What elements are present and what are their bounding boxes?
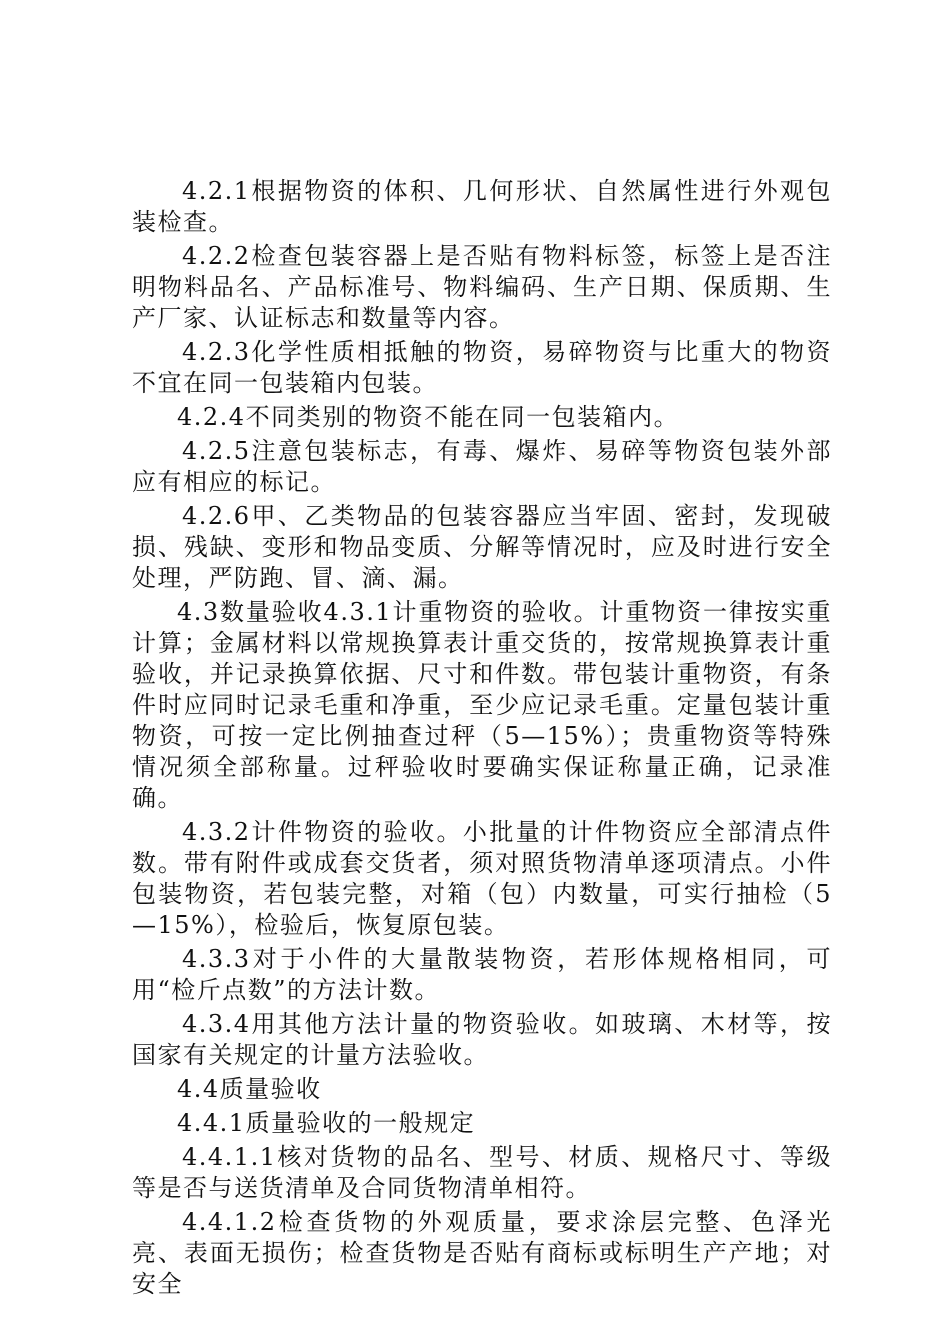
paragraph-4-2-2: 4.2.2检查包装容器上是否贴有物料标签，标签上是否注明物料品名、产品标准号、物料编码、生产日期、保质期、生产厂家、认证标志和数量等内容。 bbox=[132, 242, 832, 332]
paragraph-4-3-3: 4.3.3对于小件的大量散装物资，若形体规格相同，可用“检斤点数”的方法计数。 bbox=[132, 945, 832, 1004]
paragraph-4-4-1-1: 4.4.1.1核对货物的品名、型号、材质、规格尺寸、等级等是否与送货清单及合同货物清单相符。 bbox=[132, 1143, 832, 1202]
paragraph-4-3-4: 4.3.4用其他方法计量的物资验收。如玻璃、木材等，按国家有关规定的计量方法验收。 bbox=[132, 1010, 832, 1069]
paragraph-4-4-1-2: 4.4.1.2检查货物的外观质量，要求涂层完整、色泽光亮、表面无损伤；检查货物是否贴有商标或标明生产产地；对安全 bbox=[132, 1208, 832, 1298]
paragraph-4-3-2: 4.3.2计件物资的验收。小批量的计件物资应全部清点件数。带有附件或成套交货者，须对照货物清单逐项清点。小件包装物资，若包装完整，对箱（包）内数量，可实行抽检（5—15%），检验后，恢复原包装。 bbox=[132, 818, 832, 939]
paragraph-4-2-1: 4.2.1根据物资的体积、几何形状、自然属性进行外观包装检查。 bbox=[132, 177, 832, 236]
paragraph-4-3: 4.3数量验收4.3.1计重物资的验收。计重物资一律按实重计算；金属材料以常规换算表计重交货的，按常规换算表计重验收，并记录换算依据、尺寸和件数。带包装计重物资，有条件时应同时记录毛重和净重，至少应记录毛重。定量包装计重物资，可按一定比例抽查过秤（5—15%）；贵重物资等特殊情况须全部称量。过秤验收时要确实保证称量正确，记录准确。 bbox=[132, 598, 832, 812]
paragraph-4-2-4: 4.2.4不同类别的物资不能在同一包装箱内。 bbox=[177, 403, 680, 431]
paragraph-4-2-6: 4.2.6甲、乙类物品的包装容器应当牢固、密封，发现破损、残缺、变形和物品变质、分解等情况时，应及时进行安全处理，严防跑、冒、滴、漏。 bbox=[132, 502, 832, 592]
heading-4-4: 4.4质量验收 bbox=[177, 1075, 322, 1103]
heading-4-4-1: 4.4.1质量验收的一般规定 bbox=[177, 1109, 476, 1137]
document-page bbox=[132, 176, 832, 1303]
paragraph-4-2-5: 4.2.5注意包装标志，有毒、爆炸、易碎等物资包装外部应有相应的标记。 bbox=[132, 437, 832, 496]
paragraph-4-2-3: 4.2.3化学性质相抵触的物资，易碎物资与比重大的物资不宜在同一包装箱内包装。 bbox=[132, 338, 832, 397]
